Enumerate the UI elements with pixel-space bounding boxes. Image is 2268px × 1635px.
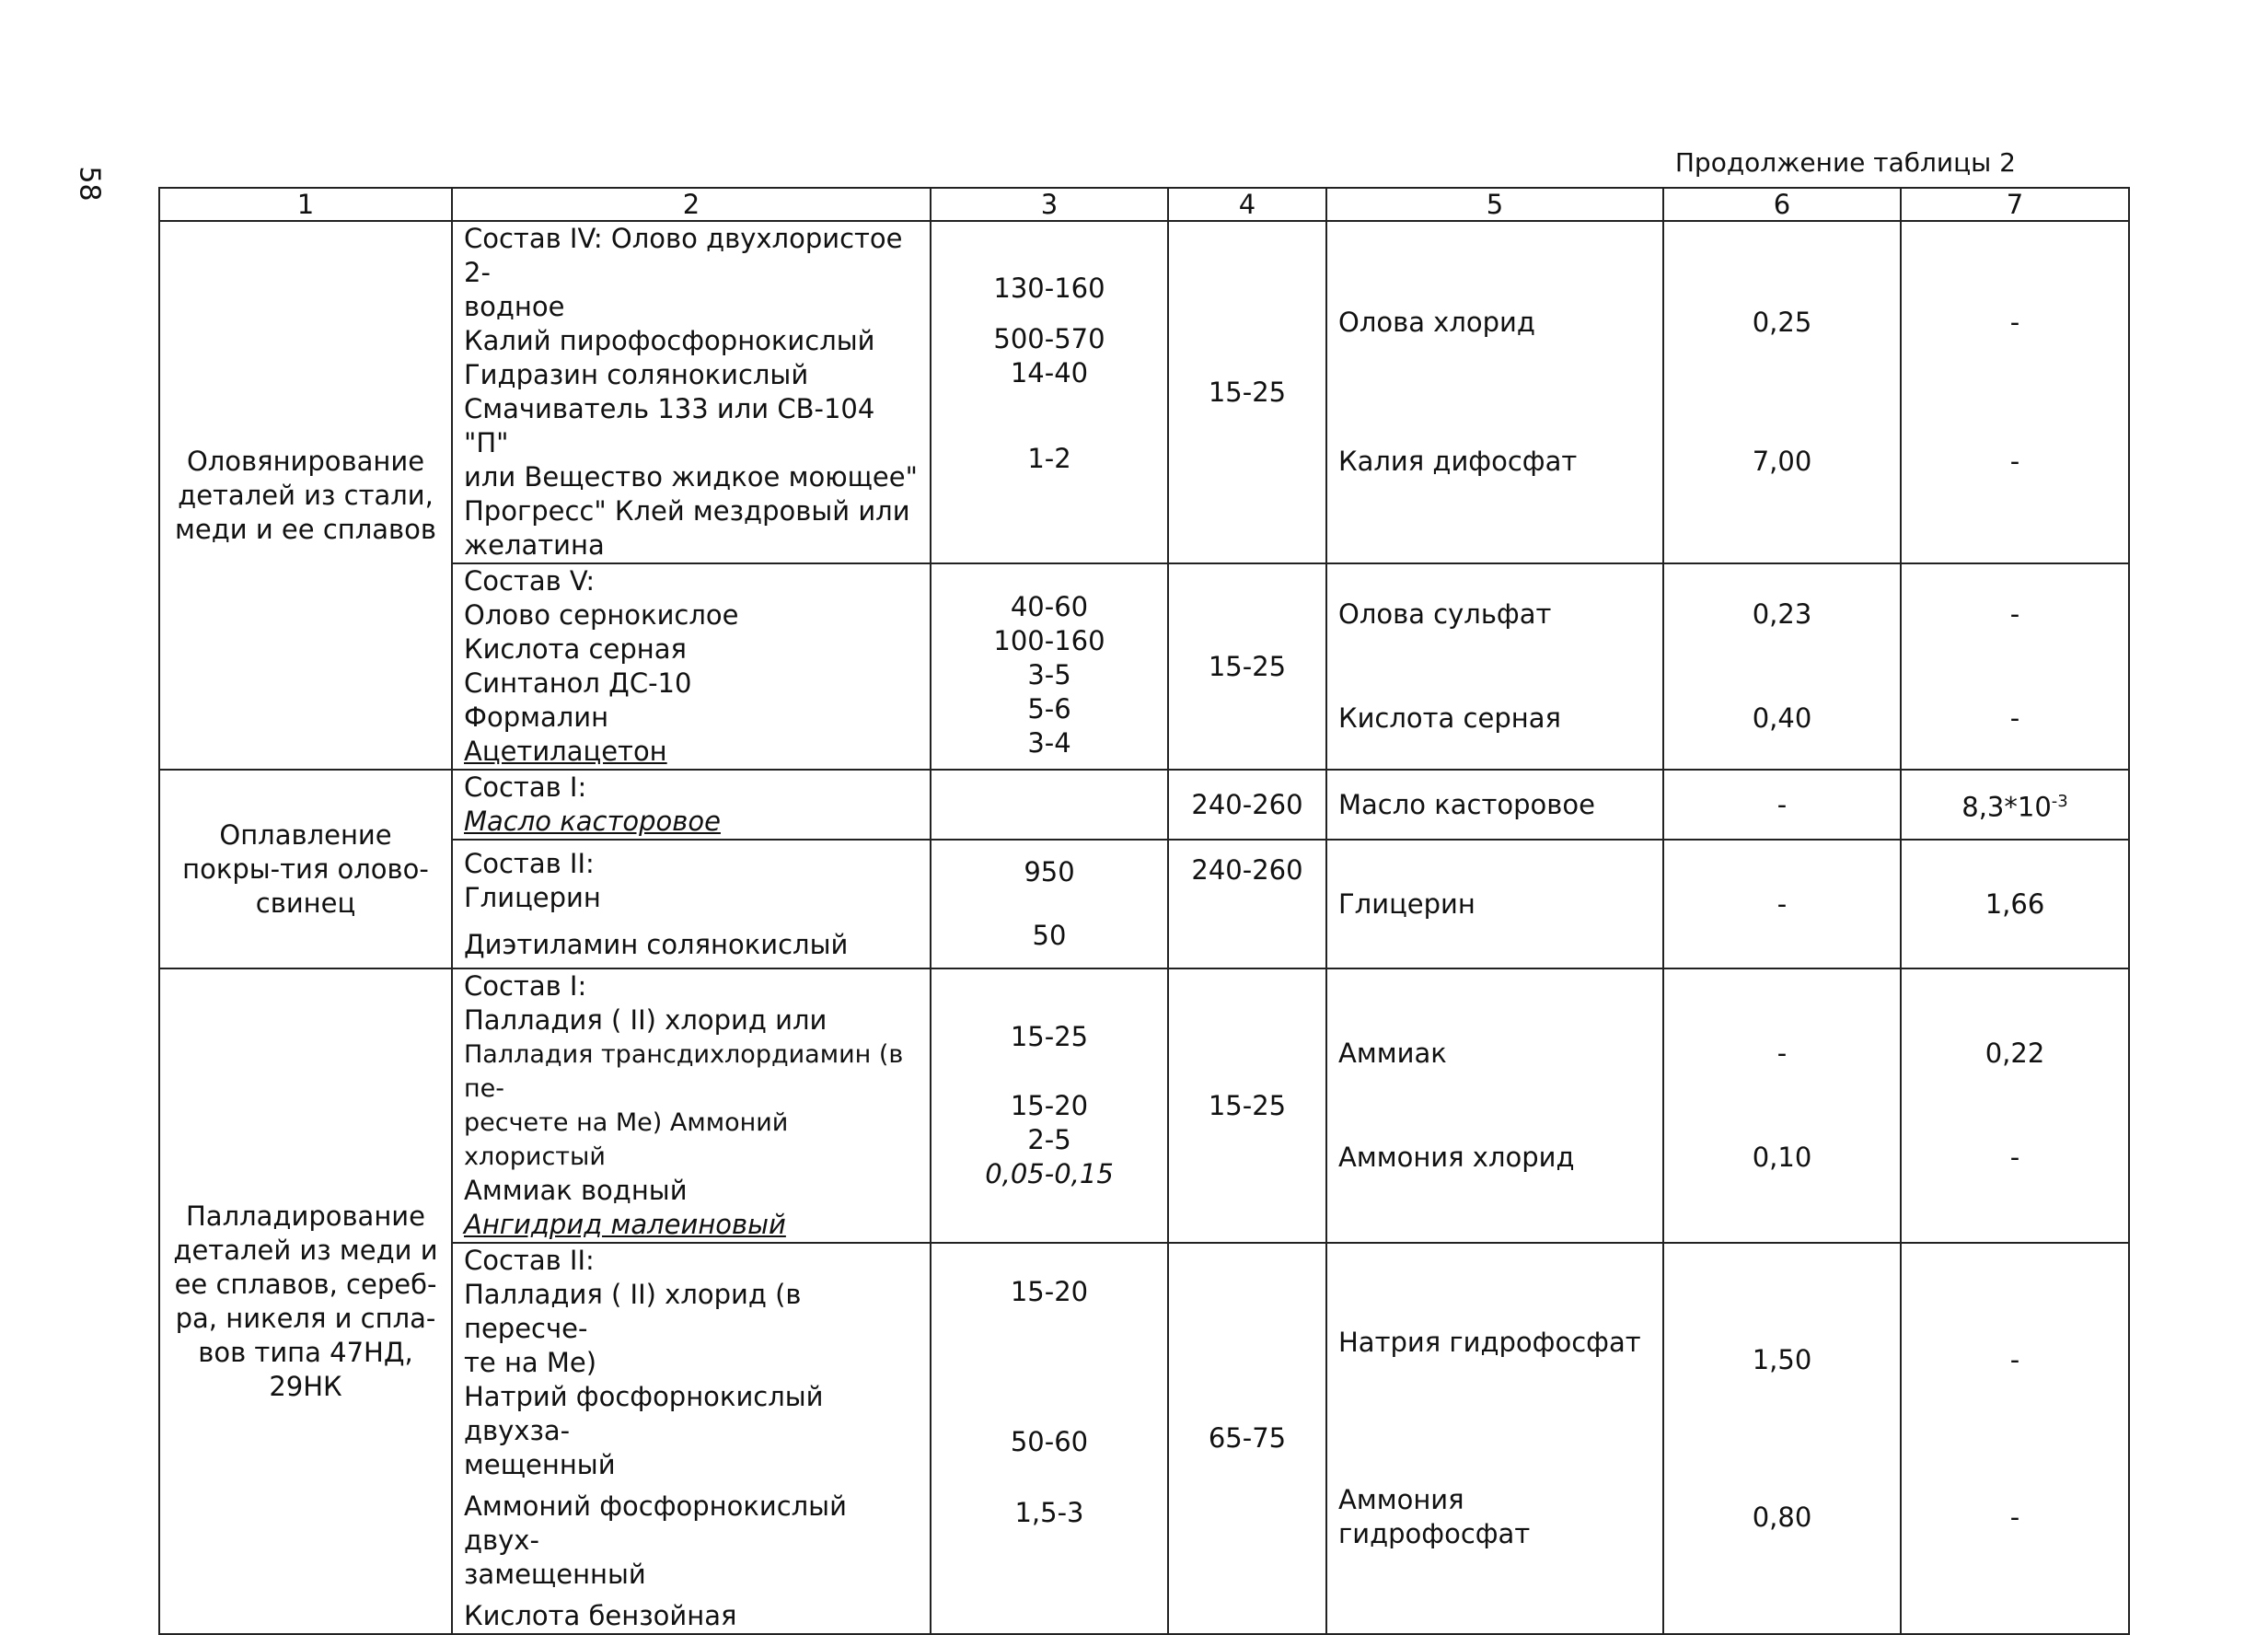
- concentration-cell: [931, 563, 1168, 770]
- concentration-value: 0,05-0,15: [985, 1158, 1114, 1189]
- value: -: [2009, 1142, 2020, 1173]
- header-cell: 2: [452, 188, 931, 221]
- value: -: [2009, 446, 2020, 477]
- composition-line: или Вещество жидкое моющее": [464, 461, 918, 493]
- composition-cell: [452, 770, 931, 840]
- composition-line: Аммоний фосфорнокислый двух-: [464, 1490, 847, 1556]
- substance-name: Аммиак: [1338, 1038, 1447, 1069]
- concentration-value: 1-2: [1027, 443, 1071, 474]
- temperature-cell: 15-25: [1168, 221, 1326, 563]
- value: 0,40: [1752, 702, 1812, 734]
- composition-line: Олово сернокислое: [464, 599, 739, 631]
- substance-name: Аммония гидрофосфат: [1338, 1484, 1531, 1549]
- composition-line: Глицерин: [464, 881, 601, 913]
- value: -: [2009, 1343, 2020, 1375]
- header-cell: 6: [1663, 188, 1901, 221]
- table-row: [159, 770, 2129, 840]
- concentration-value: 100-160: [993, 624, 1105, 656]
- concentration-cell: [931, 840, 1168, 968]
- substance-name: Кислота серная: [1338, 702, 1561, 734]
- concentration-value: 15-20: [1010, 1090, 1089, 1121]
- composition-line: Калий пирофосфорнокислый: [464, 325, 875, 356]
- composition-line: Состав V:: [464, 565, 596, 597]
- concentration-value: 500-570: [993, 323, 1105, 354]
- concentration-value: 40-60: [1010, 590, 1089, 622]
- value: -: [2009, 307, 2020, 338]
- page-number: 58: [73, 166, 106, 202]
- concentration-value: 130-160: [993, 272, 1105, 304]
- header-row: [159, 188, 2129, 221]
- value-cell: [1901, 563, 2129, 770]
- temperature-cell: 240-260: [1168, 840, 1326, 968]
- data-table: [158, 187, 2130, 1635]
- process-cell: Оловянирование деталей из стали, меди и ее сплавов: [159, 221, 452, 770]
- composition-line: Натрий фосфорнокислый двухза-: [464, 1381, 824, 1446]
- composition-line: Состав II:: [464, 847, 595, 879]
- value: 0,22: [1984, 1038, 2045, 1069]
- concentration-value: 950: [1024, 856, 1075, 887]
- concentration-value: 3-5: [1027, 658, 1071, 690]
- substance-cell: [1326, 563, 1663, 770]
- concentration-value: 50: [1032, 920, 1067, 951]
- header-cell: 4: [1168, 188, 1326, 221]
- substance-cell: Масло касторовое: [1326, 770, 1663, 840]
- value: -: [1776, 1038, 1788, 1069]
- table-row: [159, 563, 2129, 770]
- value: 0,25: [1752, 307, 1812, 338]
- table-row: [159, 840, 2129, 968]
- concentration-value: 5-6: [1027, 692, 1071, 725]
- process-cell: Оплавление покры-тия олово-свинец: [159, 770, 452, 968]
- value: -: [2009, 702, 2020, 734]
- value-cell: -: [1663, 840, 1901, 968]
- temperature-cell: 240-260: [1168, 770, 1326, 840]
- composition-line: те на Ме): [464, 1347, 597, 1378]
- composition-line: Ангидрид малеиновый: [464, 1209, 786, 1240]
- substance-cell: [1326, 221, 1663, 563]
- substance-name: Натрия гидрофосфат: [1338, 1327, 1641, 1358]
- table-row: [159, 968, 2129, 1243]
- value-cell: [1663, 221, 1901, 563]
- concentration-cell: [931, 221, 1168, 563]
- value: 7,00: [1752, 446, 1812, 477]
- concentration-value: 3-4: [1027, 726, 1071, 759]
- table-row: [159, 221, 2129, 563]
- header-cell: 3: [931, 188, 1168, 221]
- composition-line: Диэтиламин солянокислый: [464, 928, 849, 960]
- concentration-value: 1,5-3: [1014, 1497, 1084, 1528]
- composition-cell: [452, 563, 931, 770]
- concentration-value: 15-25: [1010, 1021, 1089, 1052]
- composition-line: мещенный: [464, 1449, 616, 1480]
- header-cell: 7: [1901, 188, 2129, 221]
- substance-name: Аммония хлорид: [1338, 1142, 1575, 1173]
- temperature-cell: 65-75: [1168, 1243, 1326, 1634]
- value: -: [2009, 1501, 2020, 1533]
- header-cell: 1: [159, 188, 452, 221]
- composition-line: Состав II:: [464, 1245, 595, 1276]
- concentration-value: 15-20: [1010, 1276, 1089, 1307]
- value-cell: [1901, 968, 2129, 1243]
- value: 0,23: [1752, 598, 1812, 630]
- composition-line: Ацетилацетон: [464, 736, 667, 767]
- composition-line: Палладия ( II) хлорид или: [464, 1004, 827, 1036]
- composition-line: Состав IV: Олово двухлористое 2-: [464, 223, 903, 288]
- composition-line: Смачиватель 133 или СВ-104 "П": [464, 393, 875, 458]
- value-cell: [1901, 770, 2129, 840]
- composition-line: водное: [464, 291, 565, 322]
- composition-line: ресчете на Ме) Аммоний хлористый: [464, 1108, 789, 1171]
- value-cell: -: [1663, 770, 1901, 840]
- concentration-cell: [931, 770, 1168, 840]
- composition-line: Прогресс" Клей мездровый или: [464, 495, 910, 527]
- concentration-value: 2-5: [1027, 1124, 1071, 1155]
- process-cell: Палладирование деталей из меди и ее сплавов, сереб-ра, никеля и спла-вов типа 47НД, 29НК: [159, 968, 452, 1634]
- substance-cell: [1326, 968, 1663, 1243]
- composition-line: Синтанол ДС-10: [464, 667, 692, 699]
- composition-line: Масло касторовое: [464, 806, 721, 837]
- value: -: [2009, 598, 2020, 630]
- temperature-cell: 15-25: [1168, 968, 1326, 1243]
- value-cell: [1663, 968, 1901, 1243]
- temperature-cell: 15-25: [1168, 563, 1326, 770]
- composition-line: Формалин: [464, 702, 609, 733]
- value-cell: [1901, 1243, 2129, 1634]
- value: 1,50: [1752, 1343, 1812, 1375]
- composition-line: Гидразин солянокислый: [464, 359, 809, 390]
- value-cell: [1901, 221, 2129, 563]
- value: 0,80: [1752, 1501, 1812, 1533]
- composition-line: желатина: [464, 529, 605, 561]
- table-caption: Продолжение таблицы 2: [1674, 147, 2016, 178]
- concentration-value: 14-40: [1010, 357, 1089, 388]
- header-cell: 5: [1326, 188, 1663, 221]
- composition-line: Кислота бензойная: [464, 1600, 737, 1631]
- value-cell: [1663, 1243, 1901, 1634]
- composition-line: Состав I:: [464, 970, 587, 1002]
- concentration-cell: [931, 1243, 1168, 1634]
- composition-line: Палладия ( II) хлорид (в пересче-: [464, 1279, 802, 1344]
- composition-cell: [452, 1243, 931, 1634]
- composition-cell: [452, 840, 931, 968]
- substance-name: Олова хлорид: [1338, 307, 1535, 338]
- table-row: [159, 1243, 2129, 1634]
- composition-line: Кислота серная: [464, 633, 687, 665]
- value-cell: 1,66: [1901, 840, 2129, 968]
- composition-line: замещенный: [464, 1559, 646, 1590]
- substance-cell: Глицерин: [1326, 840, 1663, 968]
- value: 0,10: [1752, 1142, 1812, 1173]
- substance-cell: [1326, 1243, 1663, 1634]
- value-exponent: -3: [2051, 792, 2068, 812]
- concentration-value: 50-60: [1010, 1426, 1089, 1457]
- composition-cell: [452, 221, 931, 563]
- substance-name: Олова сульфат: [1338, 598, 1552, 630]
- substance-name: Калия дифосфат: [1338, 446, 1578, 477]
- composition-cell: [452, 968, 931, 1243]
- value: 8,3*10: [1961, 791, 2052, 823]
- composition-line: Состав I:: [464, 771, 587, 803]
- composition-line: Аммиак водный: [464, 1175, 688, 1206]
- concentration-cell: [931, 968, 1168, 1243]
- value-cell: [1663, 563, 1901, 770]
- composition-line: Палладия трансдихлордиамин (в пе-: [464, 1040, 904, 1103]
